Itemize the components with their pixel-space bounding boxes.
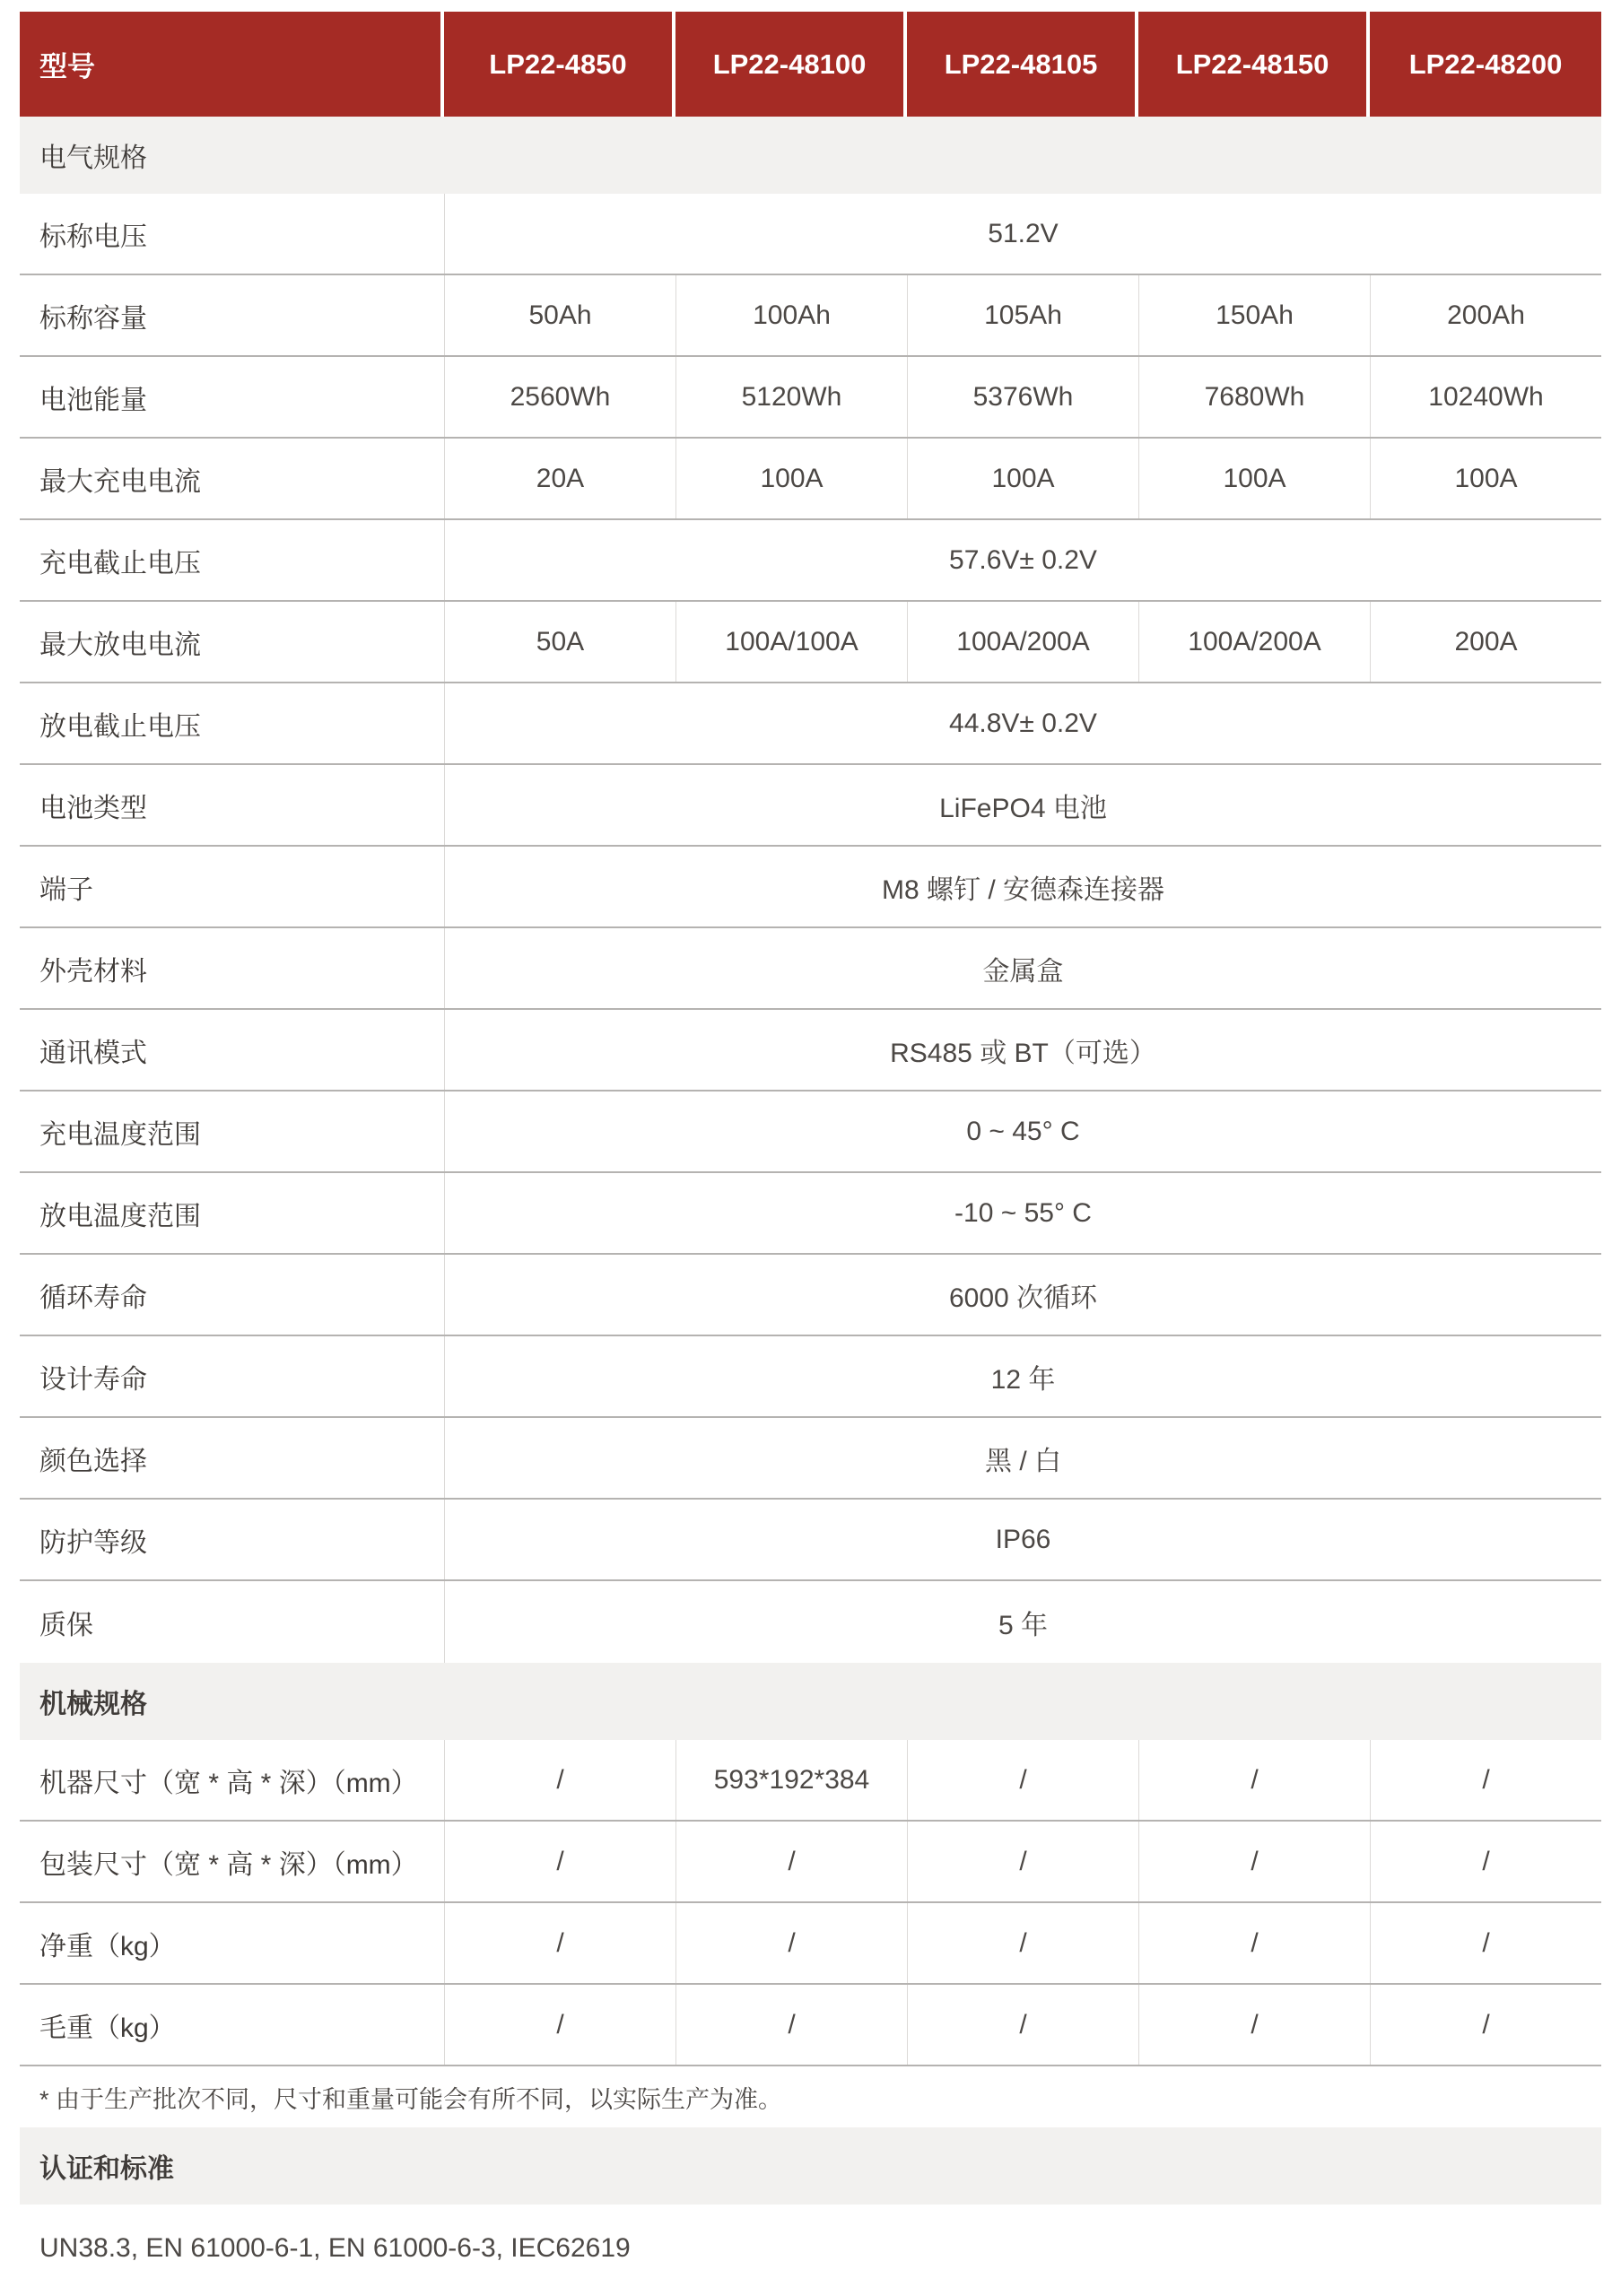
row-value: / bbox=[1370, 1822, 1601, 1901]
row-value: 150Ah bbox=[1138, 275, 1370, 355]
merged-row-value: IP66 bbox=[444, 1500, 1601, 1579]
table-row bbox=[20, 1255, 1601, 1336]
row-label: 外壳材料 bbox=[39, 956, 147, 987]
table-row bbox=[20, 1581, 1601, 1663]
model-header-cell: LP22-48100 bbox=[675, 12, 907, 117]
row-value: 100A/200A bbox=[907, 602, 1138, 682]
table-row bbox=[20, 1985, 1601, 2066]
row-label: 最大放电电流 bbox=[39, 630, 201, 660]
row-value: / bbox=[675, 1903, 907, 1983]
row-label: 净重（kg） bbox=[39, 1931, 176, 1961]
row-label: 颜色选择 bbox=[39, 1446, 147, 1476]
table-row bbox=[20, 1740, 1601, 1822]
row-label: 防护等级 bbox=[39, 1527, 147, 1558]
table-body bbox=[20, 117, 1601, 2066]
row-value: / bbox=[444, 1985, 675, 2065]
table-row bbox=[20, 1336, 1601, 1418]
row-label: 通讯模式 bbox=[39, 1038, 147, 1068]
row-value: 50A bbox=[444, 602, 675, 682]
table-row bbox=[20, 1091, 1601, 1173]
row-value: 200A bbox=[1370, 602, 1601, 682]
merged-row-value: 51.2V bbox=[444, 194, 1601, 274]
row-value: 7680Wh bbox=[1138, 357, 1370, 437]
model-header-cell: LP22-4850 bbox=[444, 12, 675, 117]
merged-row-value: 6000 次循环 bbox=[444, 1255, 1601, 1335]
table-row bbox=[20, 847, 1601, 928]
row-value: / bbox=[675, 1822, 907, 1901]
table-row bbox=[20, 520, 1601, 602]
row-value: 20A bbox=[444, 439, 675, 518]
row-label: 端子 bbox=[39, 874, 93, 905]
table-row bbox=[20, 439, 1601, 520]
row-label: 循环寿命 bbox=[39, 1283, 147, 1313]
row-value: / bbox=[1138, 1822, 1370, 1901]
row-value: 100A bbox=[1138, 439, 1370, 518]
row-label: 质保 bbox=[39, 1610, 93, 1640]
row-value: / bbox=[444, 1903, 675, 1983]
merged-row-value: 57.6V± 0.2V bbox=[444, 520, 1601, 600]
row-value: 100A/200A bbox=[1138, 602, 1370, 682]
row-value: / bbox=[907, 1903, 1138, 1983]
merged-row-value: 黑 / 白 bbox=[444, 1418, 1601, 1498]
merged-row-value: LiFePO4 电池 bbox=[444, 765, 1601, 845]
merged-row-value: 0 ~ 45° C bbox=[444, 1091, 1601, 1171]
certifications-header: 认证和标准 bbox=[20, 2127, 1601, 2205]
row-label: 充电温度范围 bbox=[39, 1119, 201, 1150]
model-header-cell: LP22-48150 bbox=[1138, 12, 1370, 117]
row-value: 10240Wh bbox=[1370, 357, 1601, 437]
row-value: 100A/100A bbox=[675, 602, 907, 682]
footnote: * 由于生产批次不同，尺寸和重量可能会有所不同，以实际生产为准。 bbox=[39, 2085, 783, 2113]
merged-row-value: 44.8V± 0.2V bbox=[444, 683, 1601, 763]
row-value: 200Ah bbox=[1370, 275, 1601, 355]
model-header-cell: LP22-48105 bbox=[907, 12, 1138, 117]
row-label: 毛重（kg） bbox=[39, 2013, 176, 2043]
table-row bbox=[20, 602, 1601, 683]
row-value: / bbox=[1370, 1740, 1601, 1820]
table-row bbox=[20, 683, 1601, 765]
row-value: / bbox=[1370, 1985, 1601, 2065]
row-label: 电池类型 bbox=[39, 793, 147, 823]
model-column-header: 型号 bbox=[20, 12, 444, 117]
row-value: / bbox=[907, 1740, 1138, 1820]
row-value: 100Ah bbox=[675, 275, 907, 355]
row-value: 100A bbox=[675, 439, 907, 518]
table-row bbox=[20, 1173, 1601, 1255]
row-value: 50Ah bbox=[444, 275, 675, 355]
table-row bbox=[20, 275, 1601, 357]
merged-row-value: 金属盒 bbox=[444, 928, 1601, 1008]
section-header: 机械规格 bbox=[20, 1663, 1601, 1740]
row-value: / bbox=[907, 1985, 1138, 2065]
merged-row-value: 5 年 bbox=[444, 1581, 1601, 1663]
row-label: 电池能量 bbox=[39, 385, 147, 415]
row-value: 593*192*384 bbox=[675, 1740, 907, 1820]
row-value: 105Ah bbox=[907, 275, 1138, 355]
row-value: / bbox=[1138, 1740, 1370, 1820]
table-row bbox=[20, 357, 1601, 439]
row-value: / bbox=[907, 1822, 1138, 1901]
table-row bbox=[20, 1500, 1601, 1581]
row-value: 2560Wh bbox=[444, 357, 675, 437]
row-label: 设计寿命 bbox=[39, 1364, 147, 1395]
row-value: / bbox=[1138, 1903, 1370, 1983]
row-label: 充电截止电压 bbox=[39, 548, 201, 578]
merged-row-value: 12 年 bbox=[444, 1336, 1601, 1416]
row-label: 机器尺寸（宽 * 高 * 深）（mm） bbox=[39, 1768, 418, 1798]
certifications-text: UN38.3, EN 61000-6-1, EN 61000-6-3, IEC62619 bbox=[39, 2233, 631, 2263]
row-label: 最大充电电流 bbox=[39, 466, 201, 497]
table-row bbox=[20, 928, 1601, 1010]
merged-row-value: M8 螺钉 / 安德森连接器 bbox=[444, 847, 1601, 926]
row-label: 标称电压 bbox=[39, 222, 147, 252]
section-header: 电气规格 bbox=[20, 117, 1601, 194]
merged-row-value: RS485 或 BT（可选） bbox=[444, 1010, 1601, 1090]
table-row bbox=[20, 765, 1601, 847]
row-value: 5120Wh bbox=[675, 357, 907, 437]
model-header-cell: LP22-48200 bbox=[1370, 12, 1601, 117]
row-value: / bbox=[1370, 1903, 1601, 1983]
row-label: 放电截止电压 bbox=[39, 711, 201, 742]
row-value: / bbox=[444, 1822, 675, 1901]
table-header-row bbox=[20, 12, 1601, 117]
row-label: 放电温度范围 bbox=[39, 1201, 201, 1231]
row-value: 100A bbox=[907, 439, 1138, 518]
table-row bbox=[20, 194, 1601, 275]
row-value: 5376Wh bbox=[907, 357, 1138, 437]
row-value: / bbox=[1138, 1985, 1370, 2065]
row-value: / bbox=[675, 1985, 907, 2065]
merged-row-value: -10 ~ 55° C bbox=[444, 1173, 1601, 1253]
row-value: 100A bbox=[1370, 439, 1601, 518]
table-row bbox=[20, 1418, 1601, 1500]
row-label: 包装尺寸（宽 * 高 * 深）（mm） bbox=[39, 1849, 418, 1880]
row-value: / bbox=[444, 1740, 675, 1820]
table-row bbox=[20, 1903, 1601, 1985]
table-row bbox=[20, 1822, 1601, 1903]
row-label: 标称容量 bbox=[39, 303, 147, 334]
table-row bbox=[20, 1010, 1601, 1091]
spec-table bbox=[20, 12, 1601, 2264]
